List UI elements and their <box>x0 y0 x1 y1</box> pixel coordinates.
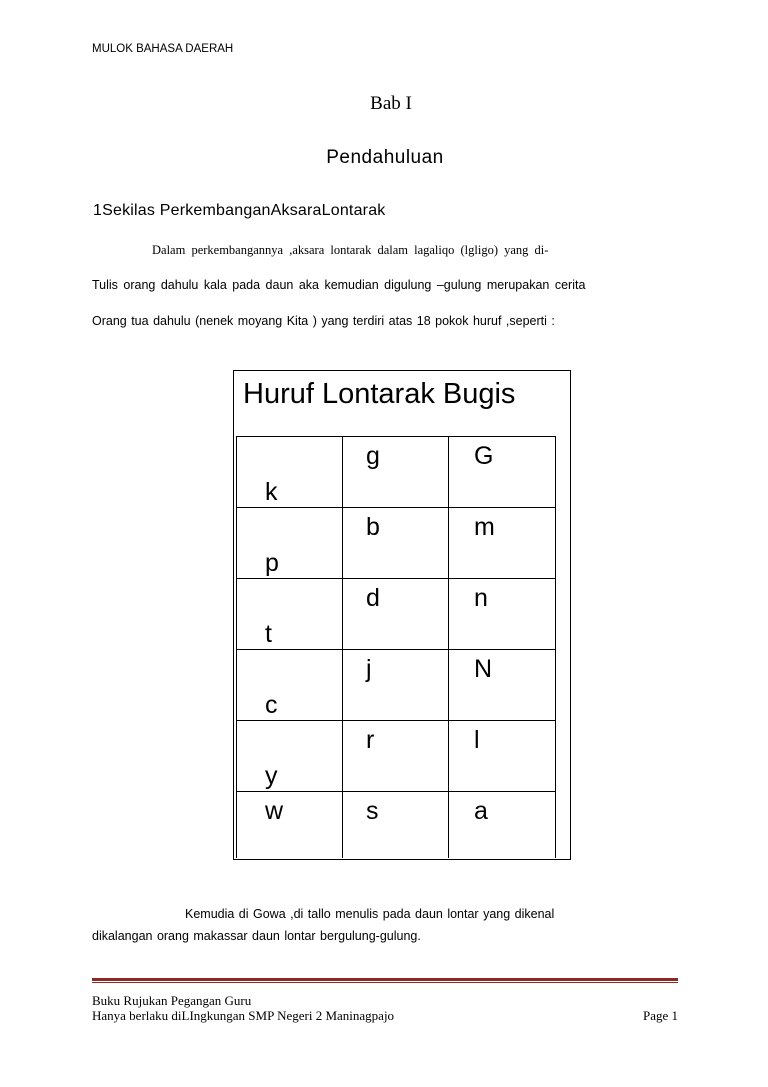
footer-book-title: Buku Rujukan Pegangan Guru <box>92 993 252 1008</box>
footer-rule <box>92 978 678 981</box>
table-line <box>236 436 237 858</box>
paragraph-line-2: Tulis orang dahulu kala pada daun aka kemudian digulung –gulung merupakan cerita <box>92 278 586 292</box>
table-cell: d <box>366 584 380 612</box>
paragraph-line-1: Dalam perkembangannya ,aksara lontarak dalam lagaliqo (lgligo) yang di- <box>152 243 549 257</box>
table-line <box>236 578 556 579</box>
table-cell: n <box>474 584 488 612</box>
table-line <box>236 720 556 721</box>
table-line <box>555 436 556 858</box>
paragraph-line-3: Orang tua dahulu (nenek moyang Kita ) yang terdiri atas 18 pokok huruf ,seperti : <box>92 314 555 328</box>
table-cell: t <box>265 620 272 648</box>
lontarak-table-title: Huruf Lontarak Bugis <box>243 378 516 410</box>
chapter-title <box>0 147 768 169</box>
table-cell: G <box>474 442 494 470</box>
chapter-label <box>0 93 768 115</box>
table-cell: w <box>265 797 284 825</box>
table-cell: g <box>366 442 380 470</box>
table-line <box>448 436 449 858</box>
closing-line-2: dikalangan orang makassar daun lontar bergulung-gulung. <box>92 929 421 943</box>
table-line <box>342 436 343 858</box>
page-header: MULOK BAHASA DAERAH <box>92 43 234 55</box>
table-cell: y <box>265 762 278 790</box>
section-title: 1Sekilas PerkembanganAksaraLontarak <box>93 202 386 219</box>
table-cell: j <box>366 655 372 683</box>
table-cell: s <box>366 797 379 825</box>
table-line <box>236 436 556 437</box>
table-cell: b <box>366 513 380 541</box>
table-line <box>236 649 556 650</box>
page-number: Page 1 <box>642 1008 678 1023</box>
table-cell: r <box>366 726 375 754</box>
table-cell: k <box>265 478 278 506</box>
footer-rule-thin <box>92 982 678 983</box>
closing-line-1: Kemudia di Gowa ,di tallo menulis pada daun lontar yang dikenal <box>185 907 555 921</box>
table-cell: a <box>474 797 488 825</box>
table-line <box>236 791 556 792</box>
table-cell: c <box>265 691 278 719</box>
footer-note: Hanya berlaku diLIngkungan SMP Negeri 2 Maninagpajo <box>92 1008 395 1023</box>
chapter-label-text: Bab I <box>370 93 412 114</box>
table-cell: p <box>265 549 279 577</box>
table-line <box>236 507 556 508</box>
table-cell: N <box>474 655 493 683</box>
chapter-title-text: Pendahuluan <box>326 147 444 168</box>
table-cell: m <box>474 513 495 541</box>
table-cell: l <box>474 726 480 754</box>
lontarak-box <box>233 370 571 860</box>
